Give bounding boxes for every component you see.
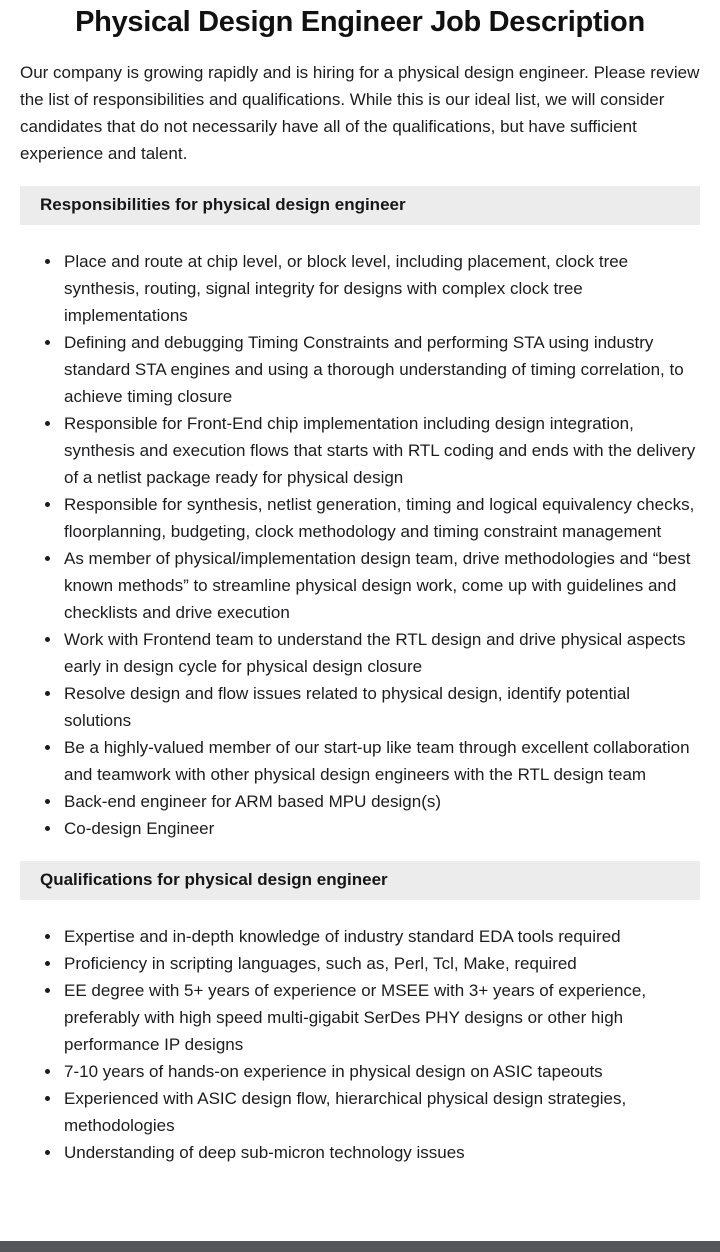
list-item: • Expertise and in-depth knowledge of industry standard EDA tools required [62,923,700,950]
job-description-document [0,6,720,1166]
qualifications-section-header: Qualifications for physical design engineer [20,861,700,900]
list-item: • Understanding of deep sub-micron technology issues [62,1139,700,1166]
list-item: • Work with Frontend team to understand the RTL design and drive physical aspects early in design cycle for physical design closure [62,626,700,680]
list-item: • Responsible for synthesis, netlist generation, timing and logical equivalency checks, floorplanning, budgeting, clock methodology and timing constraint management [62,491,700,545]
intro-paragraph: Our company is growing rapidly and is hiring for a physical design engineer. Please review the list of responsibilities and qualifications. While this is our ideal list, we will consider candidates that do not necessarily have all of the qualifications, but have sufficient experience and talent. [20,63,700,163]
list-item: • Defining and debugging Timing Constraints and performing STA using industry standard STA engines and using a thorough understanding of timing correlation, to achieve timing closure [62,329,700,410]
list-item: • Co-design Engineer [62,815,700,842]
list-item: • As member of physical/implementation design team, drive methodologies and “best known methods” to streamline physical design work, come up with guidelines and checklists and drive execution [62,545,700,626]
bottom-bar [0,1241,720,1252]
list-item: • Back-end engineer for ARM based MPU design(s) [62,788,700,815]
list-item: • Place and route at chip level, or block level, including placement, clock tree synthesis, routing, signal integrity for designs with complex clock tree implementations [62,248,700,329]
list-item: • 7-10 years of hands-on experience in physical design on ASIC tapeouts [62,1058,700,1085]
list-item: • Responsible for Front-End chip implementation including design integration, synthesis and execution flows that starts with RTL coding and ends with the delivery of a netlist package ready for physical design [62,410,700,491]
responsibilities-list [20,248,700,842]
list-item: • EE degree with 5+ years of experience or MSEE with 3+ years of experience, preferably with high speed multi-gigabit SerDes PHY designs or other high performance IP designs [62,977,700,1058]
list-item: • Proficiency in scripting languages, such as, Perl, Tcl, Make, required [62,950,700,977]
responsibilities-section-header: Responsibilities for physical design engineer [20,186,700,225]
list-item: • Experienced with ASIC design flow, hierarchical physical design strategies, methodologies [62,1085,700,1139]
page-title: Physical Design Engineer Job Description [75,6,645,38]
list-item: • Resolve design and flow issues related to physical design, identify potential solutions [62,680,700,734]
qualifications-list [20,923,700,1166]
list-item: • Be a highly-valued member of our start-up like team through excellent collaboration and teamwork with other physical design engineers with the RTL design team [62,734,700,788]
